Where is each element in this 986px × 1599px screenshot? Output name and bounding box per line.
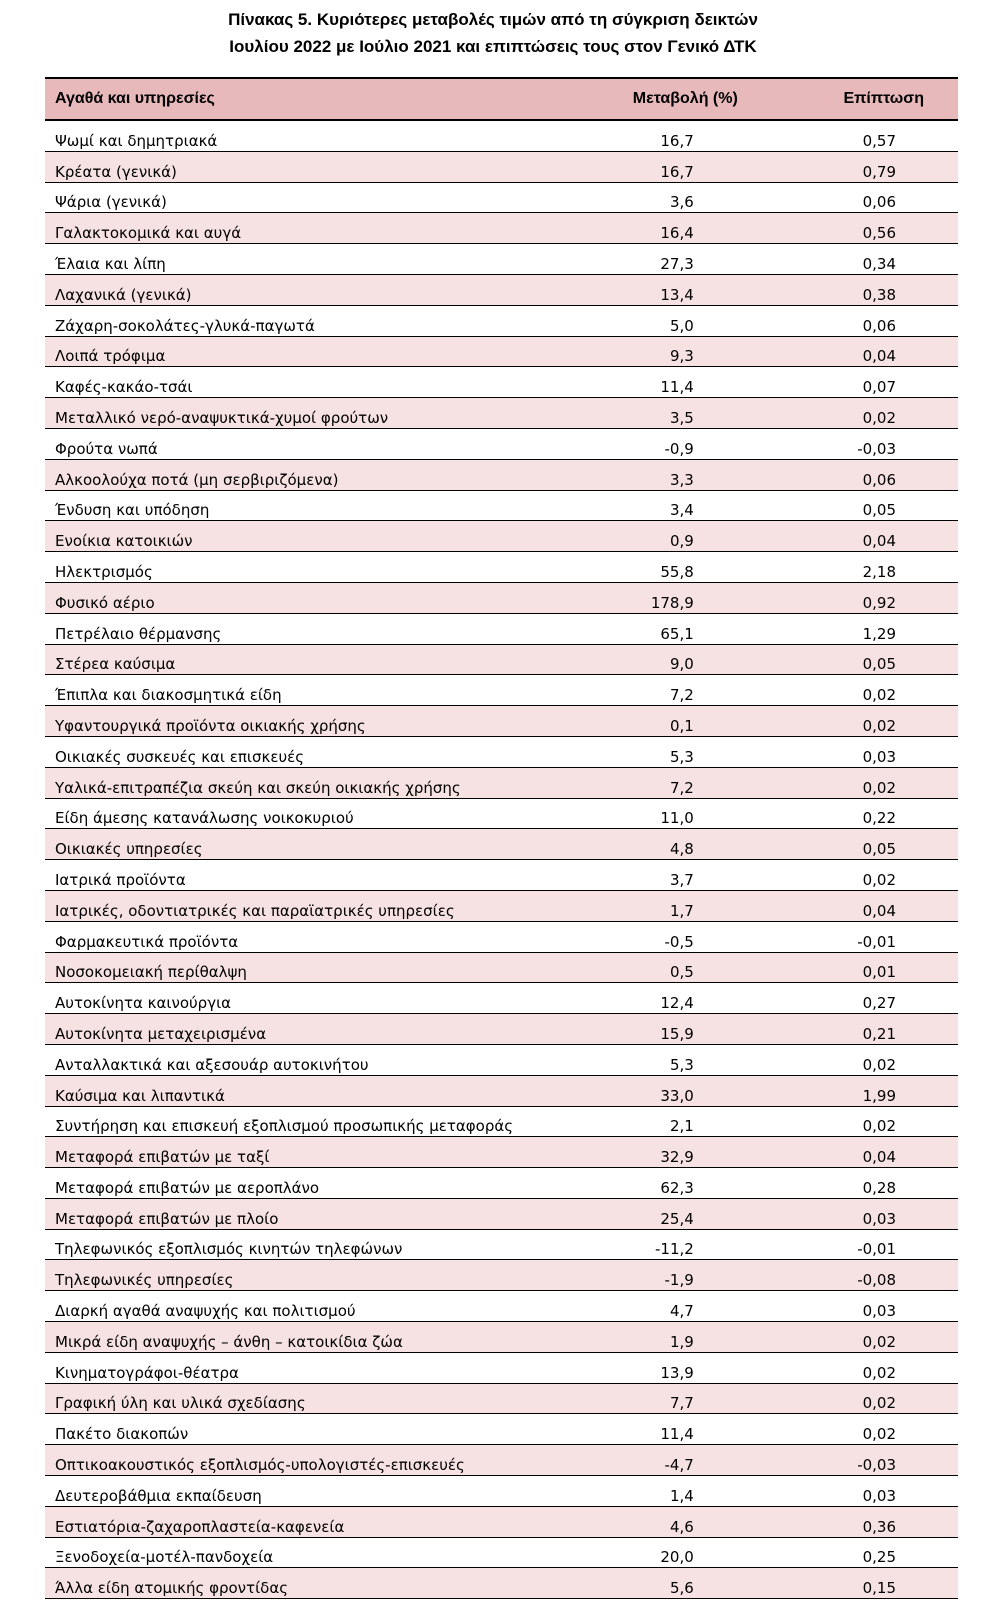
table-row — [45, 1291, 958, 1322]
impact-cell: -0,01 — [786, 1229, 958, 1260]
table-row — [45, 213, 958, 244]
impact-cell: 0,92 — [786, 582, 958, 613]
item-name-cell: Καφές-κακάο-τσάι — [45, 367, 564, 398]
column-header-change-percent: Μεταβολή (%) — [564, 78, 786, 120]
change-percent-cell: 7,2 — [564, 675, 786, 706]
column-header-goods-services: Αγαθά και υπηρεσίες — [45, 78, 564, 120]
table-row — [45, 1229, 958, 1260]
item-name-cell: Μεταφορά επιβατών με αεροπλάνο — [45, 1168, 564, 1199]
impact-cell: 0,02 — [786, 1044, 958, 1075]
table-row — [45, 1044, 958, 1075]
table-row — [45, 1383, 958, 1414]
table-row — [45, 1168, 958, 1199]
table-row — [45, 1352, 958, 1383]
item-name-cell: Νοσοκομειακή περίθαλψη — [45, 952, 564, 983]
impact-cell: 0,02 — [786, 1322, 958, 1353]
impact-cell: -0,03 — [786, 1445, 958, 1476]
impact-cell: 1,99 — [786, 1075, 958, 1106]
change-percent-cell: 4,7 — [564, 1291, 786, 1322]
change-percent-cell: 3,4 — [564, 490, 786, 521]
table-row — [45, 552, 958, 583]
change-percent-cell: 1,7 — [564, 890, 786, 921]
table-row — [45, 120, 958, 151]
change-percent-cell: 4,6 — [564, 1506, 786, 1537]
item-name-cell: Ιατρικές, οδοντιατρικές και παραϊατρικές υπηρεσίες — [45, 890, 564, 921]
change-percent-cell: 20,0 — [564, 1537, 786, 1568]
impact-cell: 0,03 — [786, 1198, 958, 1229]
item-name-cell: Λοιπά τρόφιμα — [45, 336, 564, 367]
item-name-cell: Τηλεφωνικός εξοπλισμός κινητών τηλεφώνων — [45, 1229, 564, 1260]
impact-cell: 0,02 — [786, 1106, 958, 1137]
change-percent-cell: 13,9 — [564, 1352, 786, 1383]
item-name-cell: Κινηματογράφοι-θέατρα — [45, 1352, 564, 1383]
impact-cell: 0,79 — [786, 151, 958, 182]
change-percent-cell: 13,4 — [564, 274, 786, 305]
change-percent-cell: 0,9 — [564, 521, 786, 552]
change-percent-cell: 7,7 — [564, 1383, 786, 1414]
change-percent-cell: 11,4 — [564, 1414, 786, 1445]
impact-cell: 0,02 — [786, 1414, 958, 1445]
item-name-cell: Ηλεκτρισμός — [45, 552, 564, 583]
item-name-cell: Διαρκή αγαθά αναψυχής και πολιτισμού — [45, 1291, 564, 1322]
change-percent-cell: -11,2 — [564, 1229, 786, 1260]
impact-cell: 0,04 — [786, 336, 958, 367]
impact-cell: 0,04 — [786, 890, 958, 921]
item-name-cell: Φρούτα νωπά — [45, 428, 564, 459]
table-header — [45, 78, 958, 120]
impact-cell: 0,03 — [786, 736, 958, 767]
item-name-cell: Ενοίκια κατοικιών — [45, 521, 564, 552]
impact-cell: 0,07 — [786, 367, 958, 398]
table-row — [45, 521, 958, 552]
impact-cell: 0,22 — [786, 798, 958, 829]
change-percent-cell: 32,9 — [564, 1137, 786, 1168]
item-name-cell: Ένδυση και υπόδηση — [45, 490, 564, 521]
impact-cell: 0,38 — [786, 274, 958, 305]
item-name-cell: Ζάχαρη-σοκολάτες-γλυκά-παγωτά — [45, 305, 564, 336]
item-name-cell: Άλλα είδη ατομικής φροντίδας — [45, 1568, 564, 1599]
table-row — [45, 1537, 958, 1568]
item-name-cell: Υαλικά-επιτραπέζια σκεύη και σκεύη οικιακής χρήσης — [45, 767, 564, 798]
table-row — [45, 921, 958, 952]
impact-cell: 0,05 — [786, 490, 958, 521]
impact-cell: 0,02 — [786, 1352, 958, 1383]
change-percent-cell: -4,7 — [564, 1445, 786, 1476]
change-percent-cell: 16,7 — [564, 120, 786, 151]
item-name-cell: Ιατρικά προϊόντα — [45, 860, 564, 891]
impact-cell: 0,05 — [786, 829, 958, 860]
table-row — [45, 274, 958, 305]
item-name-cell: Μεταλλικό νερό-αναψυκτικά-χυμοί φρούτων — [45, 398, 564, 429]
table-row — [45, 1445, 958, 1476]
change-percent-cell: 16,7 — [564, 151, 786, 182]
change-percent-cell: -0,9 — [564, 428, 786, 459]
change-percent-cell: 0,5 — [564, 952, 786, 983]
table-row — [45, 305, 958, 336]
change-percent-cell: 55,8 — [564, 552, 786, 583]
table-row — [45, 767, 958, 798]
impact-cell: -0,08 — [786, 1260, 958, 1291]
impact-cell: 0,02 — [786, 767, 958, 798]
table-row — [45, 890, 958, 921]
item-name-cell: Ανταλλακτικά και αξεσουάρ αυτοκινήτου — [45, 1044, 564, 1075]
table-row — [45, 244, 958, 275]
change-percent-cell: 15,9 — [564, 1014, 786, 1045]
table-row — [45, 1476, 958, 1507]
change-percent-cell: -0,5 — [564, 921, 786, 952]
table-row — [45, 459, 958, 490]
impact-cell: 2,18 — [786, 552, 958, 583]
change-percent-cell: 12,4 — [564, 983, 786, 1014]
item-name-cell: Έπιπλα και διακοσμητικά είδη — [45, 675, 564, 706]
impact-cell: -0,03 — [786, 428, 958, 459]
change-percent-cell: 9,0 — [564, 644, 786, 675]
change-percent-cell: 11,0 — [564, 798, 786, 829]
impact-cell: 0,02 — [786, 706, 958, 737]
item-name-cell: Μεταφορά επιβατών με πλοίο — [45, 1198, 564, 1229]
item-name-cell: Υφαντουργικά προϊόντα οικιακής χρήσης — [45, 706, 564, 737]
change-percent-cell: 11,4 — [564, 367, 786, 398]
change-percent-cell: 5,3 — [564, 736, 786, 767]
item-name-cell: Ξενοδοχεία-μοτέλ-πανδοχεία — [45, 1537, 564, 1568]
item-name-cell: Είδη άμεσης κατανάλωσης νοικοκυριού — [45, 798, 564, 829]
table-body — [45, 120, 958, 1599]
impact-cell: 0,57 — [786, 120, 958, 151]
column-header-impact: Επίπτωση — [786, 78, 958, 120]
change-percent-cell: 5,0 — [564, 305, 786, 336]
impact-cell: 1,29 — [786, 613, 958, 644]
impact-cell: 0,05 — [786, 644, 958, 675]
item-name-cell: Μικρά είδη αναψυχής – άνθη – κατοικίδια ζώα — [45, 1322, 564, 1353]
table-row — [45, 983, 958, 1014]
impact-cell: 0,04 — [786, 1137, 958, 1168]
table-title — [0, 0, 986, 60]
item-name-cell: Αυτοκίνητα καινούργια — [45, 983, 564, 1014]
item-name-cell: Οπτικοακουστικός εξοπλισμός-υπολογιστές-επισκευές — [45, 1445, 564, 1476]
impact-cell: 0,03 — [786, 1476, 958, 1507]
table-row — [45, 398, 958, 429]
table-row — [45, 798, 958, 829]
change-percent-cell: -1,9 — [564, 1260, 786, 1291]
table-row — [45, 675, 958, 706]
impact-cell: 0,25 — [786, 1537, 958, 1568]
table-row — [45, 1322, 958, 1353]
impact-cell: 0,06 — [786, 182, 958, 213]
impact-cell: 0,34 — [786, 244, 958, 275]
change-percent-cell: 33,0 — [564, 1075, 786, 1106]
table-row — [45, 706, 958, 737]
item-name-cell: Ψάρια (γενικά) — [45, 182, 564, 213]
change-percent-cell: 3,7 — [564, 860, 786, 891]
table-row — [45, 644, 958, 675]
impact-cell: 0,36 — [786, 1506, 958, 1537]
table-row — [45, 336, 958, 367]
change-percent-cell: 27,3 — [564, 244, 786, 275]
change-percent-cell: 3,5 — [564, 398, 786, 429]
change-percent-cell: 2,1 — [564, 1106, 786, 1137]
header-row — [45, 78, 958, 120]
table-row — [45, 1260, 958, 1291]
change-percent-cell: 1,9 — [564, 1322, 786, 1353]
impact-cell: 0,02 — [786, 675, 958, 706]
table-row — [45, 952, 958, 983]
table-row — [45, 490, 958, 521]
table-row — [45, 829, 958, 860]
price-changes-table — [45, 77, 958, 1599]
table-row — [45, 1198, 958, 1229]
change-percent-cell: 7,2 — [564, 767, 786, 798]
change-percent-cell: 5,3 — [564, 1044, 786, 1075]
item-name-cell: Λαχανικά (γενικά) — [45, 274, 564, 305]
item-name-cell: Στέρεα καύσιμα — [45, 644, 564, 675]
change-percent-cell: 3,6 — [564, 182, 786, 213]
table-row — [45, 1568, 958, 1599]
impact-cell: 0,06 — [786, 459, 958, 490]
item-name-cell: Φυσικό αέριο — [45, 582, 564, 613]
item-name-cell: Έλαια και λίπη — [45, 244, 564, 275]
table-title-line-1: Πίνακας 5. Κυριότερες μεταβολές τιμών από τη σύγκριση δεικτών — [228, 10, 758, 29]
item-name-cell: Εστιατόρια-ζαχαροπλαστεία-καφενεία — [45, 1506, 564, 1537]
table-row — [45, 613, 958, 644]
impact-cell: 0,56 — [786, 213, 958, 244]
table-row — [45, 1014, 958, 1045]
item-name-cell: Καύσιμα και λιπαντικά — [45, 1075, 564, 1106]
impact-cell: 0,03 — [786, 1291, 958, 1322]
impact-cell: 0,27 — [786, 983, 958, 1014]
impact-cell: 0,04 — [786, 521, 958, 552]
table-row — [45, 1075, 958, 1106]
table-row — [45, 582, 958, 613]
item-name-cell: Οικιακές υπηρεσίες — [45, 829, 564, 860]
change-percent-cell: 9,3 — [564, 336, 786, 367]
impact-cell: -0,01 — [786, 921, 958, 952]
table-row — [45, 1137, 958, 1168]
change-percent-cell: 5,6 — [564, 1568, 786, 1599]
table-title-line-2: Ιουλίου 2022 με Ιούλιο 2021 και επιπτώσεις τους στον Γενικό ΔΤΚ — [229, 37, 757, 56]
table-row — [45, 1106, 958, 1137]
table-row — [45, 860, 958, 891]
change-percent-cell: 62,3 — [564, 1168, 786, 1199]
change-percent-cell: 25,4 — [564, 1198, 786, 1229]
change-percent-cell: 65,1 — [564, 613, 786, 644]
table-row — [45, 428, 958, 459]
impact-cell: 0,21 — [786, 1014, 958, 1045]
table-row — [45, 182, 958, 213]
impact-cell: 0,28 — [786, 1168, 958, 1199]
change-percent-cell: 3,3 — [564, 459, 786, 490]
change-percent-cell: 16,4 — [564, 213, 786, 244]
item-name-cell: Κρέατα (γενικά) — [45, 151, 564, 182]
change-percent-cell: 0,1 — [564, 706, 786, 737]
item-name-cell: Συντήρηση και επισκευή εξοπλισμού προσωπικής μεταφοράς — [45, 1106, 564, 1137]
impact-cell: 0,02 — [786, 1383, 958, 1414]
item-name-cell: Γραφική ύλη και υλικά σχεδίασης — [45, 1383, 564, 1414]
item-name-cell: Τηλεφωνικές υπηρεσίες — [45, 1260, 564, 1291]
item-name-cell: Μεταφορά επιβατών με ταξί — [45, 1137, 564, 1168]
table-row — [45, 367, 958, 398]
item-name-cell: Δευτεροβάθμια εκπαίδευση — [45, 1476, 564, 1507]
impact-cell: 0,15 — [786, 1568, 958, 1599]
impact-cell: 0,06 — [786, 305, 958, 336]
impact-cell: 0,02 — [786, 398, 958, 429]
table-row — [45, 151, 958, 182]
item-name-cell: Αυτοκίνητα μεταχειρισμένα — [45, 1014, 564, 1045]
item-name-cell: Οικιακές συσκευές και επισκευές — [45, 736, 564, 767]
impact-cell: 0,02 — [786, 860, 958, 891]
impact-cell: 0,01 — [786, 952, 958, 983]
item-name-cell: Γαλακτοκομικά και αυγά — [45, 213, 564, 244]
table-row — [45, 736, 958, 767]
item-name-cell: Φαρμακευτικά προϊόντα — [45, 921, 564, 952]
item-name-cell: Ψωμί και δημητριακά — [45, 120, 564, 151]
item-name-cell: Αλκοολούχα ποτά (μη σερβιριζόμενα) — [45, 459, 564, 490]
table-row — [45, 1506, 958, 1537]
change-percent-cell: 178,9 — [564, 582, 786, 613]
table-row — [45, 1414, 958, 1445]
change-percent-cell: 1,4 — [564, 1476, 786, 1507]
change-percent-cell: 4,8 — [564, 829, 786, 860]
item-name-cell: Πακέτο διακοπών — [45, 1414, 564, 1445]
item-name-cell: Πετρέλαιο θέρμανσης — [45, 613, 564, 644]
